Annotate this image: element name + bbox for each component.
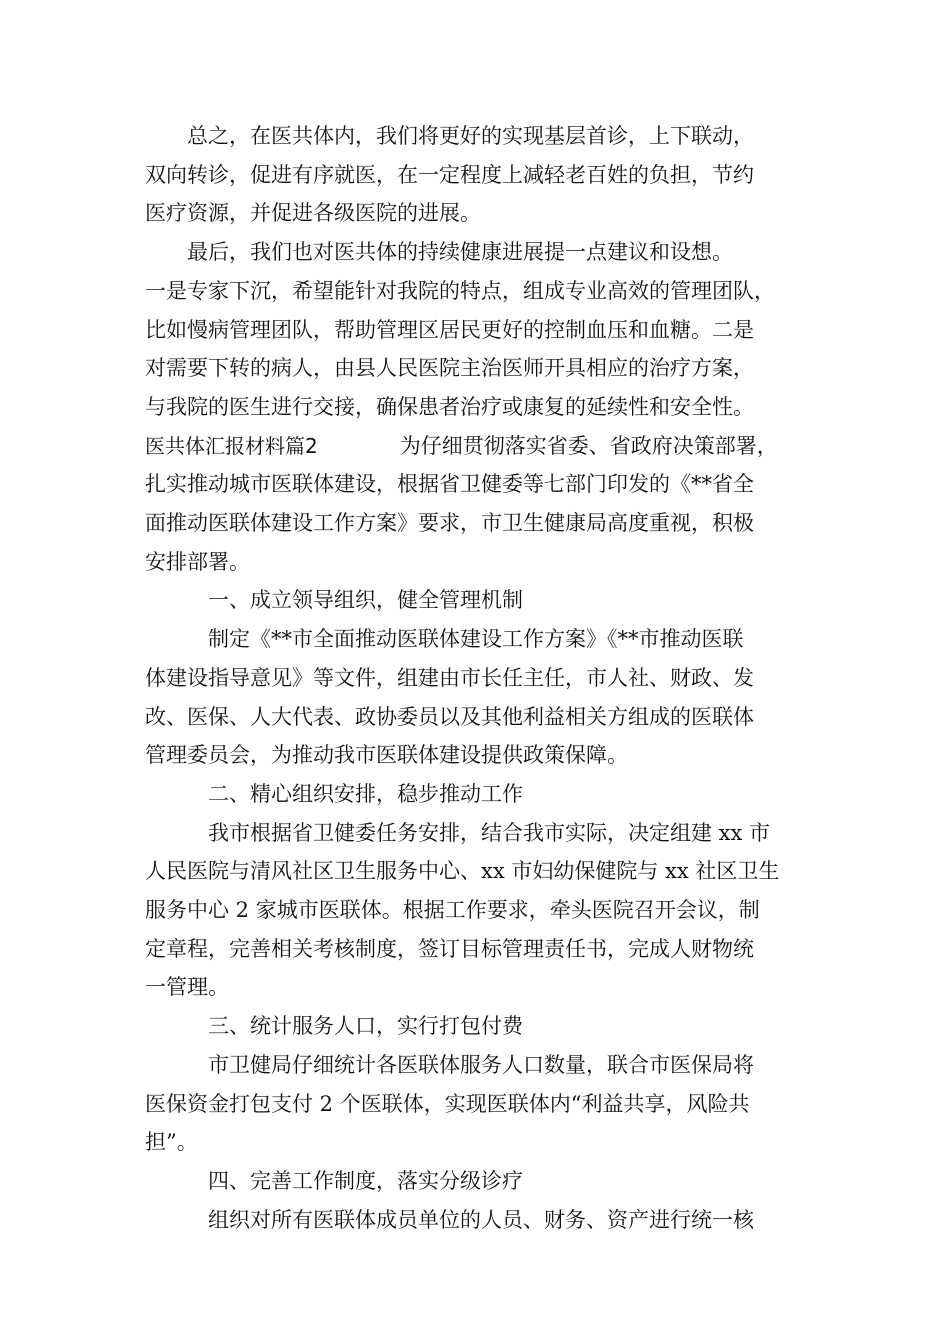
text-line: 市卫健局仔细统计各医联体服务人口数量，联合市医保局将 — [208, 1052, 754, 1077]
section-title: 医共体汇报材料篇2 — [145, 433, 318, 458]
heading-section-3 — [145, 1007, 835, 1046]
text-line: 对需要下转的病人，由县人民医院主治医师开具相应的治疗方案， — [145, 356, 754, 381]
text-line: 总之，在医共体内，我们将更好的实现基层首诊，上下联动， — [187, 124, 754, 148]
paragraph-section-2 — [145, 814, 835, 1008]
text-line: 担”。 — [145, 1130, 198, 1155]
text-line: 管理委员会，为推动我市医联体建设提供政策保障。 — [145, 743, 628, 768]
paragraph-section-3 — [145, 1046, 835, 1162]
text-line: 我市根据省卫健委任务安排，结合我市实际，决定组建 xx 市 — [208, 820, 771, 845]
heading-text: 一、成立领导组织，健全管理机制 — [208, 588, 523, 613]
text-line: 医共体汇报材料篇2 为仔细贯彻落实省委、省政府决策部署， — [145, 433, 778, 458]
text-line: 面推动医联体建设工作方案》要求，市卫生健康局高度重视，积极 — [145, 511, 754, 536]
paragraph-section-4 — [145, 1201, 835, 1240]
text-line: 服务中心 2 家城市医联体。根据工作要求，牵头医院召开会议，制 — [145, 898, 760, 923]
text-line: 制定《**市全面推动医联体建设工作方案》《**市推动医联 — [208, 627, 744, 652]
text-line: 一管理。 — [145, 975, 229, 1000]
text-line: 医保资金打包支付 2 个医联体，实现医联体内“利益共享，风险共 — [145, 1091, 750, 1116]
heading-section-2 — [145, 775, 835, 814]
text-line: 一是专家下沉，希望能针对我院的特点，组成专业高效的管理团队， — [145, 278, 775, 303]
text-line: 定章程，完善相关考核制度，签订目标管理责任书，完成人财物统 — [145, 936, 754, 961]
text-line: 改、医保、人大代表、政协委员以及其他利益相关方组成的医联体 — [145, 704, 754, 729]
text-line: 最后，我们也对医共体的持续健康进展提一点建议和设想。 — [187, 240, 733, 265]
text-line: 体建设指导意见》等文件，组建由市长任主任，市人社、财政、发 — [145, 665, 754, 690]
text-line: 扎实推动城市医联体建设，根据省卫健委等七部门印发的《**省全 — [145, 472, 754, 497]
paragraph-section-1 — [145, 620, 835, 775]
paragraph-conclusion — [145, 117, 835, 233]
text-line: 组织对所有医联体成员单位的人员、财务、资产进行统一核 — [208, 1207, 754, 1232]
text-line: 比如慢病管理团队，帮助管理区居民更好的控制血压和血糖。二是 — [145, 317, 754, 342]
heading-text: 四、完善工作制度，落实分级诊疗 — [208, 1168, 523, 1193]
text-line: 人民医院与清风社区卫生服务中心、xx 市妇幼保健院与 xx 社区卫生 — [145, 859, 780, 884]
text-line: 双向转诊，促进有序就医，在一定程度上减轻老百姓的负担，节约 — [145, 162, 754, 187]
text-line: 医疗资源，并促进各级医院的进展。 — [145, 201, 481, 226]
heading-section-1 — [145, 581, 835, 620]
heading-text: 二、精心组织安排，稳步推动工作 — [208, 781, 523, 806]
heading-section-4 — [145, 1162, 835, 1201]
paragraph-suggestions — [145, 233, 835, 427]
document-body — [145, 117, 835, 1239]
paragraph-report-intro — [145, 427, 835, 582]
heading-text: 三、统计服务人口，实行打包付费 — [208, 1014, 523, 1039]
text-line: 安排部署。 — [145, 549, 250, 574]
text-line: 与我院的医生进行交接，确保患者治疗或康复的延续性和安全性。 — [145, 394, 754, 419]
